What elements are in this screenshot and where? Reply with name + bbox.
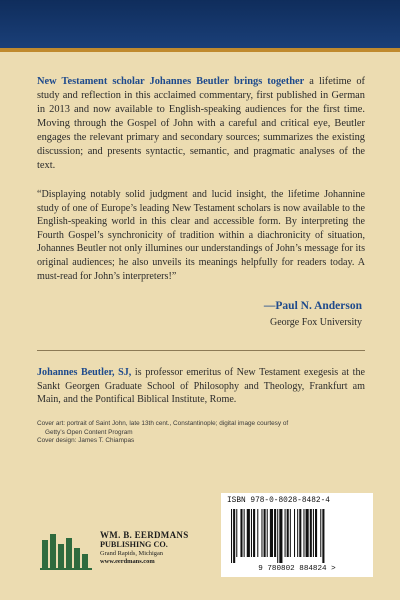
author-name: Johannes Beutler, SJ,	[37, 367, 132, 378]
top-color-band	[0, 0, 400, 48]
publisher-logo-icon	[40, 530, 92, 570]
endorsement-quote: “Displaying notably solid judgment and lucid insight, the lifetime Johannine study of one of Europe’s leading New Testament scholars is now available to the English-speaking world in this clear and accessible form. By interpreting the Fourth Gospel’s synchronicity of tradition within a diachronicity of situation, Johannes Beutler not only illumines our understandings of John’s message for its original audiences; he also unveils its meanings helpfully for readers today. A must-read for John’s interpreters!”	[37, 189, 365, 282]
blurb-text: a lifetime of study and reflection in this acclaimed commentary, first published in German in 2013 and now available to English-speaking audiences for the first time. Moving through the Gospel of John with a careful and critical eye, Beutler engages the relevant primary and secondary sources; summarizes the existing discussion; and presents syntactic, semantic, and pragmatic analyses of the text.	[37, 76, 365, 171]
isbn-label: ISBN 978-0-8028-8482-4	[227, 497, 330, 505]
bio-text: is professor emeritus of New Testament exegesis at the Sankt Georgen Graduate School of Philosophy and Theology, Frankfurt am Main, and the Pontifical Biblical Institute, Rome.	[37, 367, 365, 406]
publisher-website: www.eerdmans.com	[100, 558, 155, 565]
isbn-digits: 9 780802 884824 >	[258, 565, 336, 573]
barcode-panel	[221, 493, 373, 577]
author-bio	[37, 366, 365, 407]
section-divider	[37, 350, 365, 351]
book-blurb	[37, 75, 365, 173]
barcode-icon	[227, 509, 367, 563]
credit-art-line: Cover art: portrait of Saint John, late 13th cent., Constantinople; digital image courtesy of	[37, 420, 289, 427]
blurb-lead: New Testament scholar Johannes Beutler brings together	[37, 76, 305, 87]
cover-credits	[37, 420, 337, 446]
publisher-city: Grand Rapids, Michigan	[100, 550, 164, 557]
publisher-imprint	[40, 528, 200, 574]
credit-design-line: Cover design: James T. Chiampas	[37, 437, 135, 445]
top-accent-rule	[0, 48, 400, 52]
endorser-affiliation: George Fox University	[269, 317, 362, 328]
endorser-name: —Paul N. Anderson	[263, 300, 362, 312]
publisher-name-line2: PUBLISHING CO.	[100, 540, 168, 549]
publisher-text	[100, 530, 189, 566]
publisher-name-line1: WM. B. EERDMANS	[100, 530, 189, 540]
credit-art-source: Getty’s Open Content Program	[45, 428, 133, 436]
